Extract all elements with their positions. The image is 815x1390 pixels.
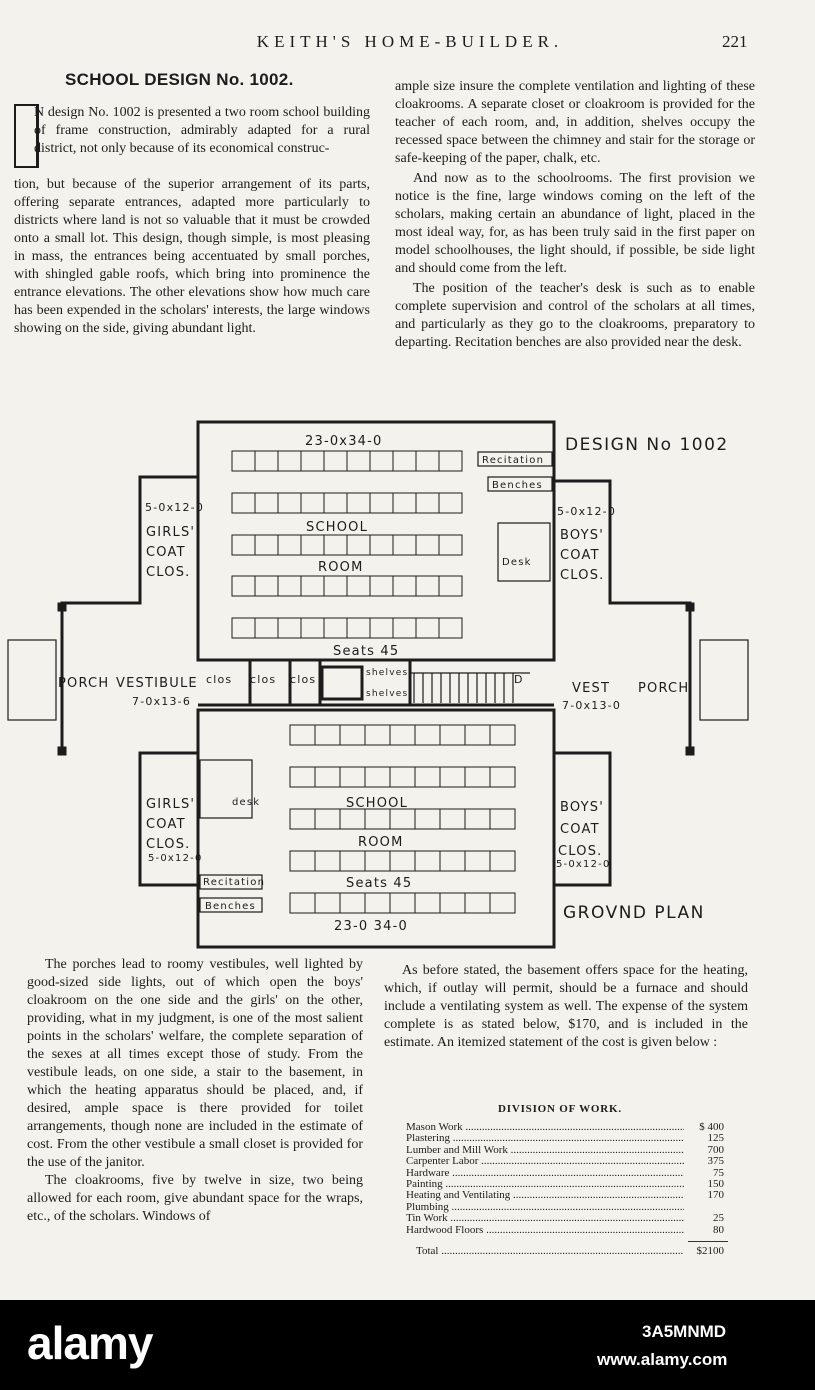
desk-seat bbox=[315, 767, 340, 787]
desk-seat bbox=[232, 618, 255, 638]
desk-seat bbox=[393, 535, 416, 555]
paragraph-schoolrooms: And now as to the schoolrooms. The first provision we notice is the fine, large windows coming on the left of the scholars, making certain an abundance of light, placed in the most ideal way, for, as has been truly said in the first paper on model schoolhouses, the light should, if possible, be side light and should come from the left. bbox=[395, 171, 755, 276]
desk-seat bbox=[324, 576, 347, 596]
desk-seat bbox=[490, 809, 515, 829]
cost-amount: 170 bbox=[707, 1189, 724, 1202]
desk-seat bbox=[340, 809, 365, 829]
desk-seat bbox=[324, 535, 347, 555]
desk-seat bbox=[347, 535, 370, 555]
cost-row bbox=[406, 1133, 724, 1144]
desk-seat bbox=[324, 493, 347, 513]
desk-seat bbox=[232, 535, 255, 555]
desk-seat bbox=[278, 576, 301, 596]
desk-seat bbox=[301, 535, 324, 555]
porch-post bbox=[58, 603, 66, 611]
desk-seat bbox=[232, 493, 255, 513]
cost-amount: $ 400 bbox=[699, 1121, 724, 1133]
total-rule bbox=[688, 1241, 728, 1242]
ground-plan-label: GROVND PLAN bbox=[563, 903, 705, 923]
desk-seat bbox=[290, 725, 315, 745]
desk-seat bbox=[370, 535, 393, 555]
desk-seat bbox=[465, 767, 490, 787]
watermark-logo: alamy bbox=[27, 1317, 153, 1369]
desk-seat bbox=[255, 451, 278, 471]
cost-item: Hardwood Floors ..... bbox=[406, 1225, 684, 1236]
cost-total-row bbox=[406, 1246, 724, 1257]
desk-seat bbox=[278, 493, 301, 513]
lower-boys-clos-label: CLOS. bbox=[558, 844, 603, 859]
girls-clos-size: 5-0x12-0 bbox=[145, 501, 205, 514]
cost-row bbox=[406, 1156, 724, 1167]
cost-row bbox=[406, 1122, 724, 1133]
upper-benches: Benches bbox=[492, 480, 543, 491]
desk-seat bbox=[415, 767, 440, 787]
cost-row bbox=[406, 1179, 724, 1190]
desk-seat bbox=[440, 725, 465, 745]
upper-school-label: SCHOOL bbox=[306, 520, 369, 535]
desk-seat bbox=[347, 576, 370, 596]
upper-desk-label: Desk bbox=[502, 557, 532, 568]
desk-seat bbox=[440, 767, 465, 787]
desk-seat bbox=[439, 451, 462, 471]
cost-item: Plumbing ..... bbox=[406, 1202, 684, 1213]
closet-2-label: clos bbox=[250, 673, 277, 686]
desk-seat bbox=[440, 809, 465, 829]
desk-seat bbox=[440, 893, 465, 913]
design-title: DESIGN No 1002 bbox=[565, 435, 729, 455]
desk-seat bbox=[255, 618, 278, 638]
shelves-label-2: shelves bbox=[366, 689, 409, 699]
paragraph-intro-start: N design No. 1002 is presented a two room school building of frame construction, admirably adapted for a rural district, not only because of its economical construc- bbox=[34, 105, 370, 156]
desk-seat bbox=[278, 451, 301, 471]
vestibule-left-dims: 7-0x13-6 bbox=[132, 695, 192, 708]
porch-post bbox=[58, 747, 66, 755]
porch-post bbox=[686, 747, 694, 755]
desk-seat bbox=[439, 618, 462, 638]
closet-1-label: clos bbox=[206, 673, 233, 686]
desk-seat bbox=[340, 851, 365, 871]
desk-seat bbox=[324, 618, 347, 638]
lower-room-label: ROOM bbox=[358, 835, 404, 850]
desk-seat bbox=[465, 851, 490, 871]
cost-row bbox=[406, 1168, 724, 1179]
porch-post bbox=[686, 603, 694, 611]
desk-seat bbox=[290, 767, 315, 787]
cost-row bbox=[406, 1190, 724, 1201]
upper-room-label: ROOM bbox=[318, 560, 364, 575]
column-right-bottom bbox=[384, 962, 748, 1052]
watermark-image-id: 3A5MNMD bbox=[642, 1322, 727, 1341]
desk-seat bbox=[290, 893, 315, 913]
desk-seat bbox=[370, 618, 393, 638]
desk-seat bbox=[340, 767, 365, 787]
cost-item: Tin Work ..... bbox=[406, 1213, 684, 1224]
column-left-bottom bbox=[27, 956, 363, 1226]
desk-seat bbox=[465, 893, 490, 913]
desk-seat bbox=[301, 576, 324, 596]
desk-seat bbox=[465, 725, 490, 745]
desk-seat bbox=[340, 725, 365, 745]
desk-seat bbox=[365, 851, 390, 871]
lower-benches: Benches bbox=[205, 901, 256, 912]
desk-seat bbox=[315, 725, 340, 745]
lower-school-label: SCHOOL bbox=[346, 796, 409, 811]
boys-label: BOYS' bbox=[560, 528, 604, 543]
desk-seat bbox=[255, 576, 278, 596]
desk-seat bbox=[255, 493, 278, 513]
cost-amount: 150 bbox=[707, 1178, 724, 1191]
desk-seat bbox=[301, 618, 324, 638]
desk-seat bbox=[347, 493, 370, 513]
cost-item: Heating and Ventilating ..... bbox=[406, 1190, 684, 1201]
desk-seat bbox=[415, 809, 440, 829]
vestibule-left-label: VESTIBULE bbox=[116, 676, 198, 691]
girls-clos-label: CLOS. bbox=[146, 565, 191, 580]
desk-seat bbox=[439, 576, 462, 596]
desk-seat bbox=[365, 809, 390, 829]
desk-seat bbox=[415, 893, 440, 913]
desk-seat bbox=[490, 725, 515, 745]
cost-amount: 125 bbox=[707, 1132, 724, 1145]
desk-seat bbox=[315, 809, 340, 829]
desk-seat bbox=[416, 618, 439, 638]
boys-coat-label: COAT bbox=[560, 548, 600, 563]
desk-seat bbox=[347, 451, 370, 471]
ground-plan-drawing bbox=[0, 415, 815, 955]
desk-seat bbox=[415, 725, 440, 745]
vest-right-label: VEST bbox=[572, 681, 611, 696]
running-title: KEITH'S HOME-BUILDER. bbox=[256, 32, 564, 51]
cost-row bbox=[406, 1145, 724, 1156]
vest-right-dims: 7-0x13-0 bbox=[562, 699, 622, 712]
shelves-label-1: shelves bbox=[366, 668, 409, 678]
desk-seat bbox=[393, 576, 416, 596]
paragraph-basement: As before stated, the basement offers space for the heating, which, if outlay will permit, should be a furnace and should include a ventilating system as well. The expense of the system complete is as stated below, $170, and is included in the estimate. An itemized statement of the cost is given below : bbox=[384, 963, 748, 1050]
cost-item: Painting ..... bbox=[406, 1179, 684, 1190]
cost-amount: 80 bbox=[713, 1223, 724, 1236]
cost-amount: 25 bbox=[713, 1212, 724, 1225]
upper-recitation: Recitation bbox=[482, 455, 545, 466]
desk-seat bbox=[340, 893, 365, 913]
desk-seat bbox=[439, 535, 462, 555]
lower-boys-clos-size: 5-0x12-0 bbox=[556, 859, 611, 870]
upper-room-dims: 23-0x34-0 bbox=[305, 434, 383, 449]
paragraph-porches: The porches lead to roomy vestibules, well lighted by good-sized side lights, out of which open the boys' cloakroom on the one side and the girls' on the other, providing, what in my judgment, is one of the most salient points in the scholars' welfare, the complete separation of the sexes at all times except those of study. From the vestibule leads, on one side, a stair to the basement, in which the heating apparatus should be placed, and, if desired, ample space is there provided for toilet arrangements, though none are included in the estimate of cost. From the other vestibule a small closet is provided for the use of the janitor. bbox=[27, 957, 363, 1170]
cost-row bbox=[406, 1213, 724, 1224]
lower-seats-label: Seats 45 bbox=[346, 876, 413, 891]
desk-seat bbox=[232, 576, 255, 596]
desk-seat bbox=[365, 767, 390, 787]
desk-seat bbox=[301, 493, 324, 513]
cost-amount: 375 bbox=[707, 1155, 724, 1168]
desk-seat bbox=[315, 893, 340, 913]
desk-seat bbox=[370, 451, 393, 471]
desk-seat bbox=[490, 767, 515, 787]
cost-item: Carpenter Labor ..... bbox=[406, 1156, 684, 1167]
lower-recitation: Recitation bbox=[203, 877, 266, 888]
desk-seat bbox=[232, 451, 255, 471]
closet-3-label: clos bbox=[290, 673, 317, 686]
article-title: SCHOOL DESIGN No. 1002. bbox=[65, 70, 294, 89]
desk-seat bbox=[390, 893, 415, 913]
girls-coat-label: COAT bbox=[146, 545, 186, 560]
cost-total-amount: $2100 bbox=[696, 1245, 724, 1258]
lower-boys-label: BOYS' bbox=[560, 800, 604, 815]
desk-seat bbox=[324, 451, 347, 471]
boys-clos-label: CLOS. bbox=[560, 568, 605, 583]
desk-seat bbox=[490, 893, 515, 913]
cost-item: Plastering ..... bbox=[406, 1133, 684, 1144]
desk-seat bbox=[393, 451, 416, 471]
desk-seat bbox=[390, 809, 415, 829]
boys-clos-size: 5-0x12-0 bbox=[557, 505, 617, 518]
lower-girls-clos-label: CLOS. bbox=[146, 837, 191, 852]
desk-seat bbox=[440, 851, 465, 871]
desk-seat bbox=[416, 535, 439, 555]
desk-seat bbox=[301, 451, 324, 471]
porch-right-label: PORCH bbox=[638, 681, 690, 696]
desk-seat bbox=[490, 851, 515, 871]
watermark-url: www.alamy.com bbox=[597, 1350, 728, 1369]
desk-seat bbox=[465, 809, 490, 829]
cost-item: Lumber and Mill Work ..... bbox=[406, 1145, 684, 1156]
paragraph-intro-rest: tion, but because of the superior arrangement of its parts, offering separate entrances, adapted more particularly to districts where land is not so valuable that it must be crowded onto a small lot. This design, though simple, is most pleasing in mass, the entrances being accentuated by small porches, with shingled gable roofs, which bring into prominence the entrance elevations. The other elevations show how much care has been expended in the scholars' interests, the large windows showing on the side, giving abundant light. bbox=[14, 177, 370, 336]
desk-seat bbox=[278, 618, 301, 638]
paragraph-cloakroom-size: The cloakrooms, five by twelve in size, two being allowed for each room, give abundant space for the wraps, etc., of the scholars. Windows of bbox=[27, 1173, 363, 1224]
desk-seat bbox=[416, 493, 439, 513]
column-right-top bbox=[395, 78, 755, 354]
desk-seat bbox=[393, 493, 416, 513]
paragraph-teacher-desk: The position of the teacher's desk is such as to enable complete supervision and control of the scholars at all times, and particularly as they go to the cloakrooms, preparatory to departing. Recitation benches are also provided near the desk. bbox=[395, 281, 755, 350]
desk-seat bbox=[290, 809, 315, 829]
desk-seat bbox=[390, 851, 415, 871]
cost-row bbox=[406, 1225, 724, 1236]
desk-seat bbox=[415, 851, 440, 871]
cost-item: Mason Work ..... bbox=[406, 1122, 684, 1133]
cost-amount: 75 bbox=[713, 1166, 724, 1179]
lower-boys-coat-label: COAT bbox=[560, 822, 600, 837]
desk-seat bbox=[439, 493, 462, 513]
girls-label: GIRLS' bbox=[146, 525, 196, 540]
desk-seat bbox=[370, 576, 393, 596]
stair-mark: D bbox=[514, 673, 524, 686]
desk-seat bbox=[365, 725, 390, 745]
cost-row bbox=[406, 1202, 724, 1213]
desk-seat bbox=[416, 576, 439, 596]
lower-girls-clos-size: 5-0x12-0 bbox=[148, 853, 203, 864]
cost-table bbox=[406, 1122, 724, 1257]
desk-seat bbox=[290, 851, 315, 871]
page-number: 221 bbox=[722, 32, 748, 51]
cost-total-label: Total ..... bbox=[406, 1246, 684, 1257]
desk-seat bbox=[390, 725, 415, 745]
cost-table-heading: DIVISION OF WORK. bbox=[498, 1103, 622, 1115]
desk-seat bbox=[393, 618, 416, 638]
desk-seat bbox=[365, 893, 390, 913]
porch-left-label: PORCH bbox=[58, 676, 110, 691]
desk-seat bbox=[347, 618, 370, 638]
desk-seat bbox=[390, 767, 415, 787]
lower-girls-label: GIRLS' bbox=[146, 797, 196, 812]
paragraph-cloakrooms: ample size insure the complete ventilation and lighting of these cloakrooms. A separate closet or cloakroom is provided for the teacher of each room, and, in addition, shelves occupy the recessed space between the chimney and stair for the storage or safe-keeping of the paper, chalk, etc. bbox=[395, 79, 755, 166]
desk-seat bbox=[315, 851, 340, 871]
desk-seat bbox=[416, 451, 439, 471]
desk-seat bbox=[278, 535, 301, 555]
lower-girls-coat-label: COAT bbox=[146, 817, 186, 832]
desk-seat bbox=[370, 493, 393, 513]
cost-amount: 700 bbox=[707, 1143, 724, 1156]
upper-seats-label: Seats 45 bbox=[333, 644, 400, 659]
lower-room-dims: 23-0 34-0 bbox=[334, 919, 408, 934]
lower-desk-label: desk bbox=[232, 797, 261, 808]
desk-seat bbox=[255, 535, 278, 555]
cost-item: Hardware ..... bbox=[406, 1168, 684, 1179]
